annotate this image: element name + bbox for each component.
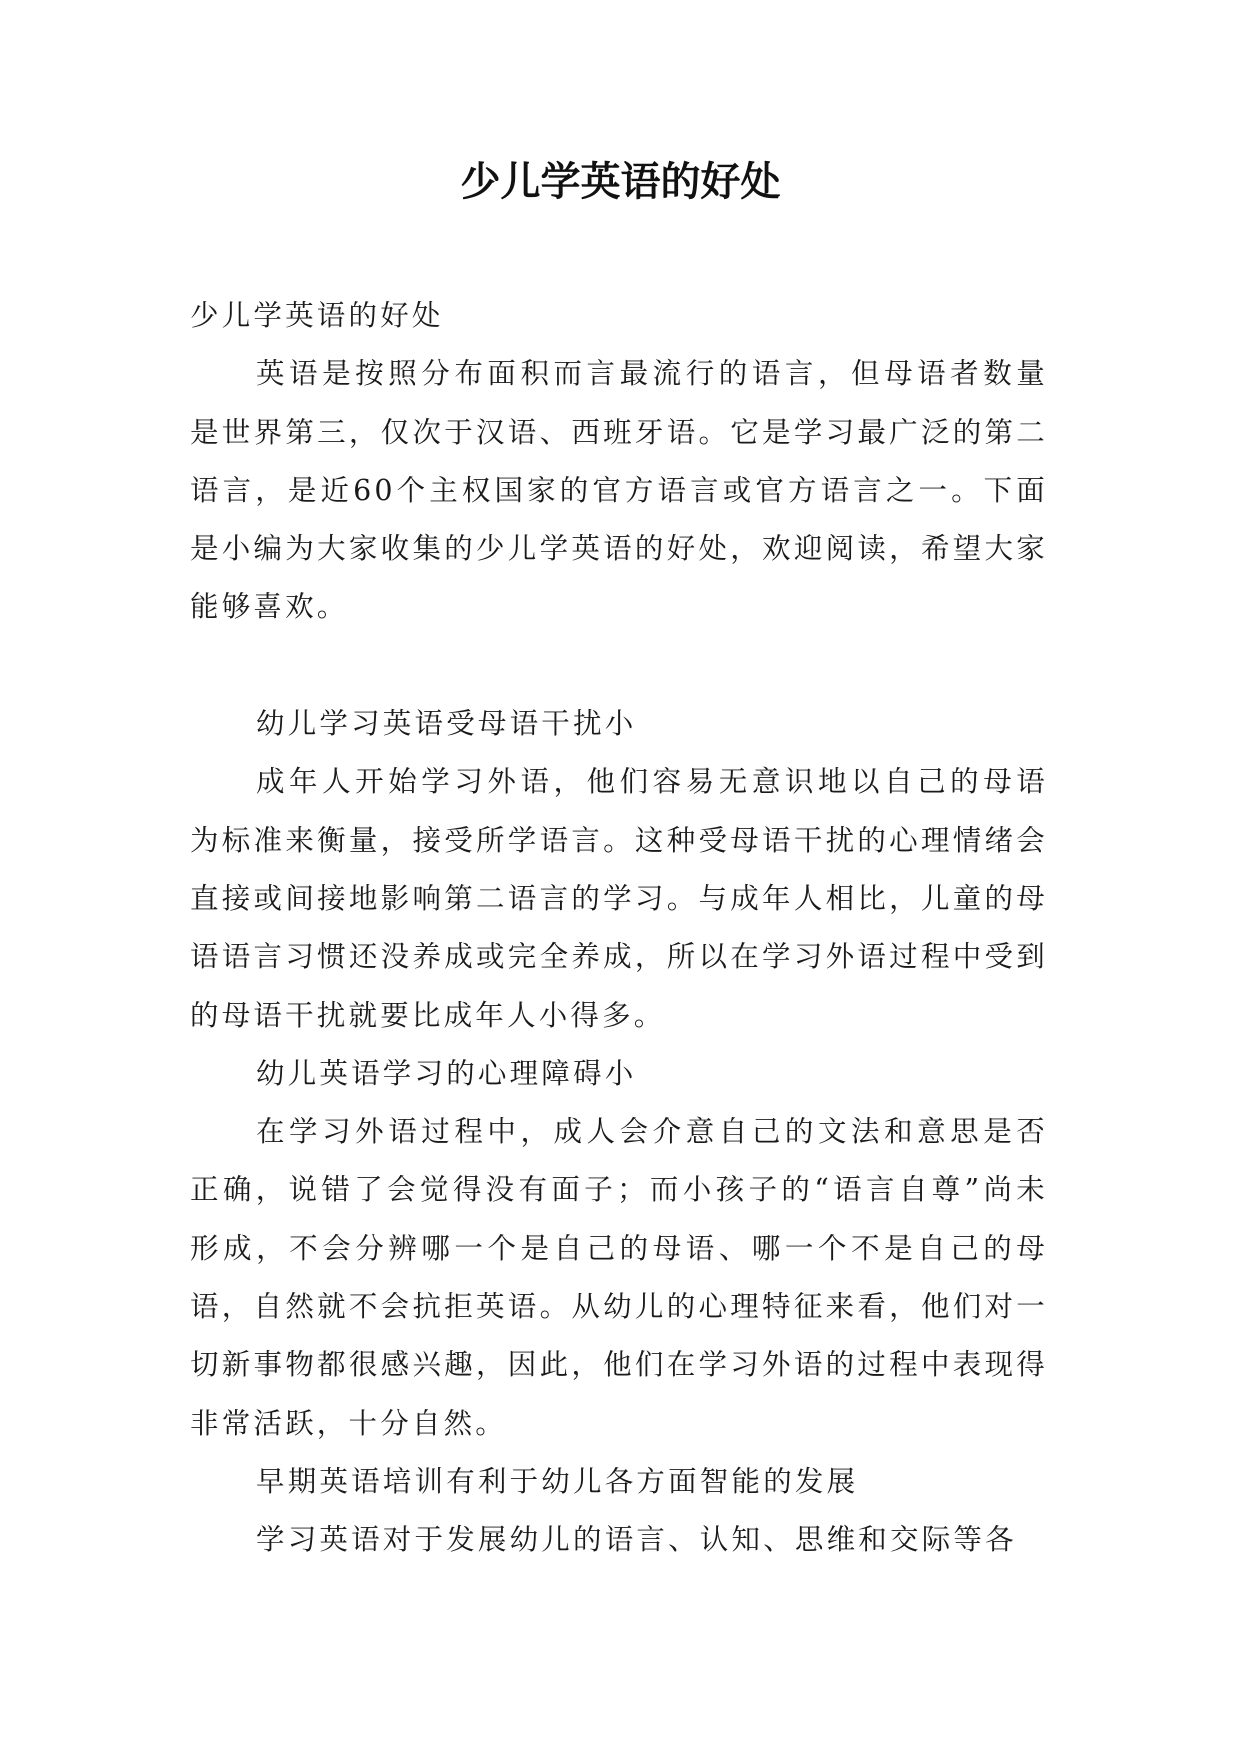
section-heading-psychology: 幼儿英语学习的心理障碍小 <box>256 1056 637 1090</box>
intro-paragraph: 英语是按照分布面积而言最流行的语言，但母语者数量是世界第三，仅次于汉语、西班牙语。它是学习最广泛的第二语言，是近60个主权国家的官方语言或官方语言之一。下面是小编为大家收集的少儿学英语的好处，欢迎阅读，希望大家能够喜欢。 <box>190 357 1048 624</box>
section-heading-mother-tongue: 幼儿学习英语受母语干扰小 <box>256 707 637 741</box>
document-title: 少儿学英语的好处 <box>460 159 781 205</box>
section-heading-intelligence: 早期英语培训有利于幼儿各方面智能的发展 <box>256 1464 859 1498</box>
paragraph-spacer <box>190 637 1048 695</box>
document-body <box>190 287 1048 1570</box>
intro-heading: 少儿学英语的好处 <box>190 299 444 332</box>
section-paragraph-psychology: 在学习外语过程中，成人会介意自己的文法和意思是否正确，说错了会觉得没有面子；而小孩子的“语言自尊”尚未形成，不会分辨哪一个是自己的母语、哪一个不是自己的母语，自然就不会抗拒英语。从幼儿的心理特征来看，他们对一切新事物都很感兴趣，因此，他们在学习外语的过程中表现得非常活跃，十分自然。 <box>190 1115 1048 1440</box>
section-paragraph-mother-tongue: 成年人开始学习外语，他们容易无意识地以自己的母语为标准来衡量，接受所学语言。这种受母语干扰的心理情绪会直接或间接地影响第二语言的学习。与成年人相比，儿童的母语语言习惯还没养成或完全养成，所以在学习外语过程中受到的母语干扰就要比成年人小得多。 <box>190 765 1048 1032</box>
section-paragraph-intelligence: 学习英语对于发展幼儿的语言、认知、思维和交际等各 <box>256 1523 1017 1557</box>
